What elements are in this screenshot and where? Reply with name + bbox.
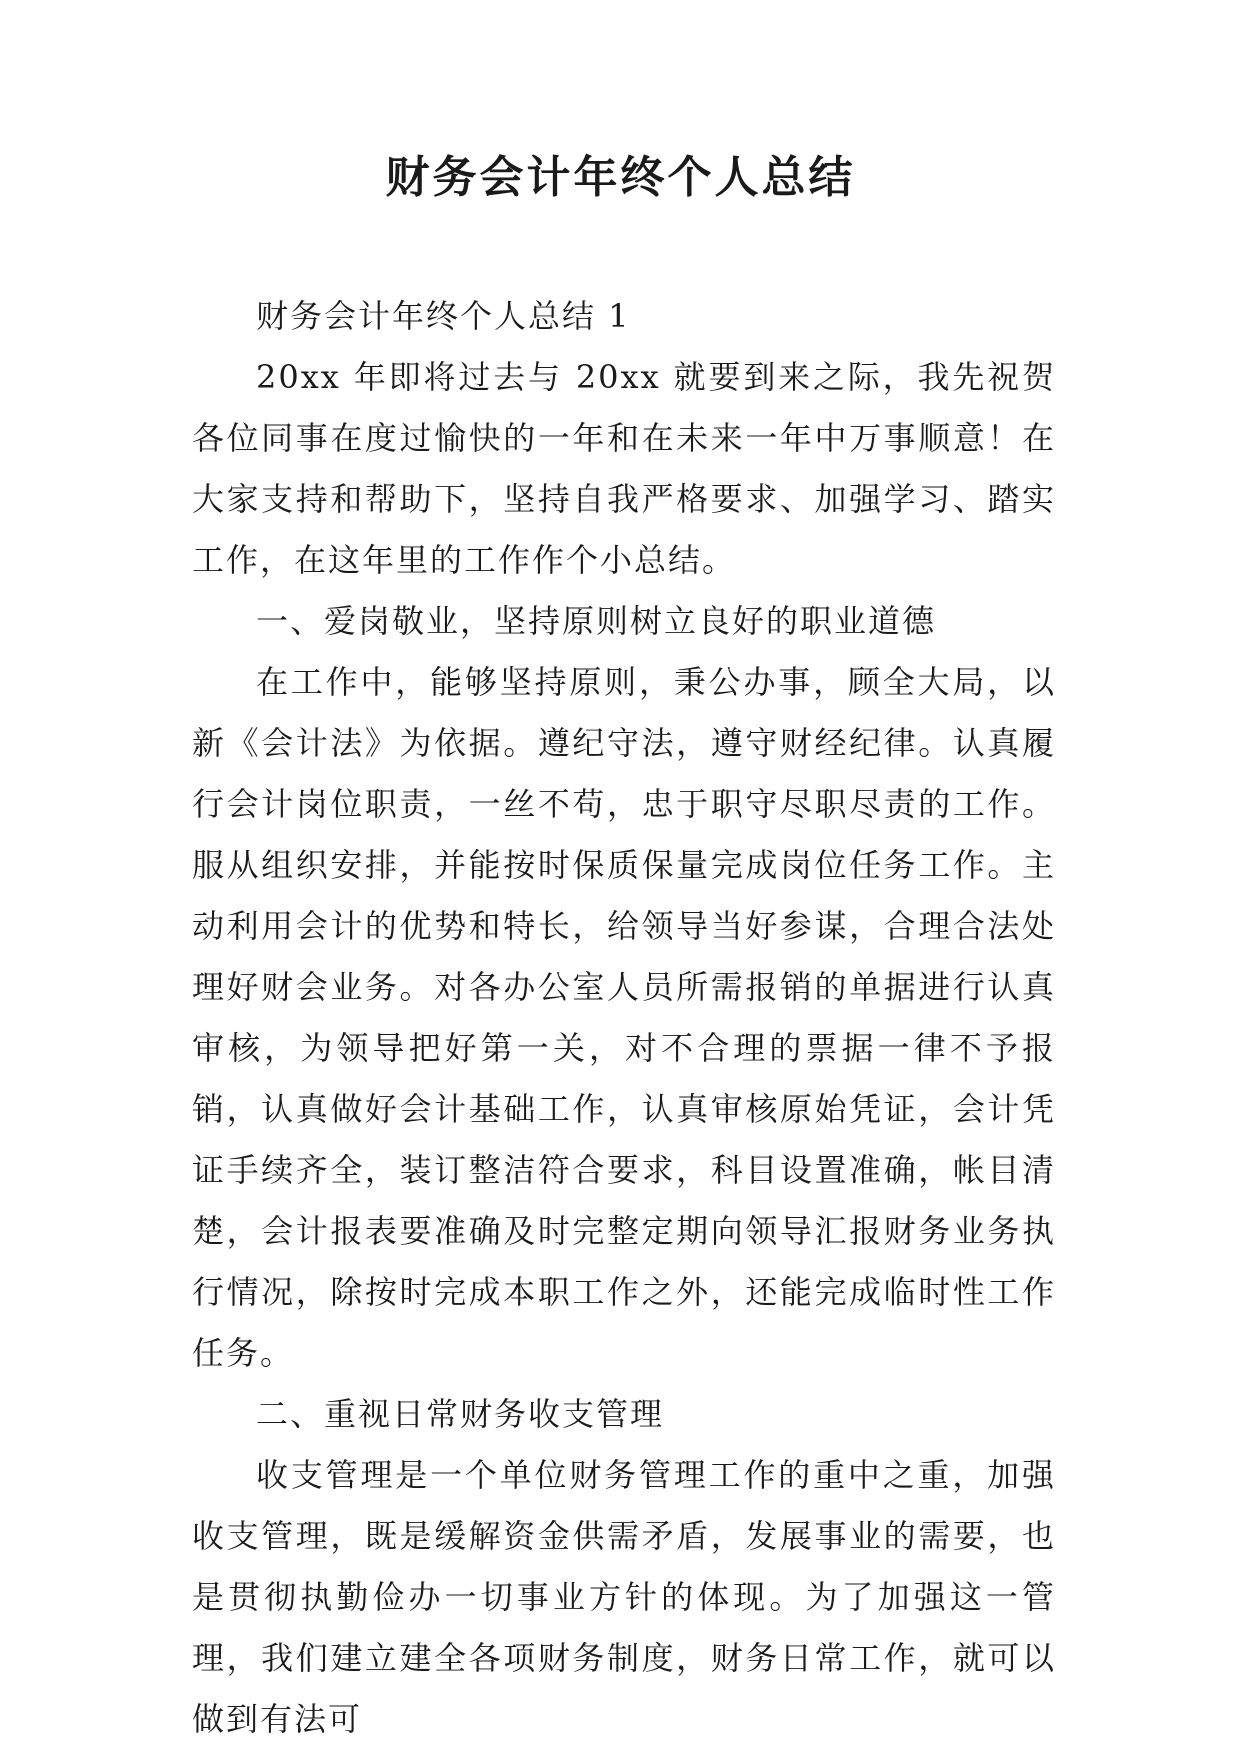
point-two-heading: 二、重视日常财务收支管理 xyxy=(256,1395,665,1433)
point-two-paragraph: 收支管理是一个单位财务管理工作的重中之重，加强收支管理，既是缓解资金供需矛盾，发展事业的需要，也是贯彻执勤俭办一切事业方针的体现。为了加强这一管理，我们建立建全各项财务制度，财务日常工作，就可以做到有法可 xyxy=(192,1456,1056,1738)
point-one-heading: 一、爱岗敬业，坚持原则树立良好的职业道德 xyxy=(256,602,937,640)
section-heading-1: 财务会计年终个人总结 1 xyxy=(256,297,631,335)
document-body xyxy=(192,286,1056,1750)
point-one-paragraph: 在工作中，能够坚持原则，秉公办事，顾全大局，以新《会计法》为依据。遵纪守法，遵守财经纪律。认真履行会计岗位职责，一丝不苟，忠于职守尽职尽责的工作。服从组织安排，并能按时保质保量完成岗位任务工作。主动利用会计的优势和特长，给领导当好参谋，合理合法处理好财会业务。对各办公室人员所需报销的单据进行认真审核，为领导把好第一关，对不合理的票据一律不予报销，认真做好会计基础工作，认真审核原始凭证，会计凭证手续齐全，装订整洁符合要求，科目设置准确，帐目清楚，会计报表要准确及时完整定期向领导汇报财务业务执行情况，除按时完成本职工作之外，还能完成临时性工作任务。 xyxy=(192,663,1056,1372)
document-title: 财务会计年终个人总结 xyxy=(385,152,856,203)
intro-paragraph: 20xx 年即将过去与 20xx 就要到来之际，我先祝贺各位同事在度过愉快的一年和在未来一年中万事顺意！在大家支持和帮助下，坚持自我严格要求、加强学习、踏实工作，在这年里的工作作个小总结。 xyxy=(192,358,1056,579)
